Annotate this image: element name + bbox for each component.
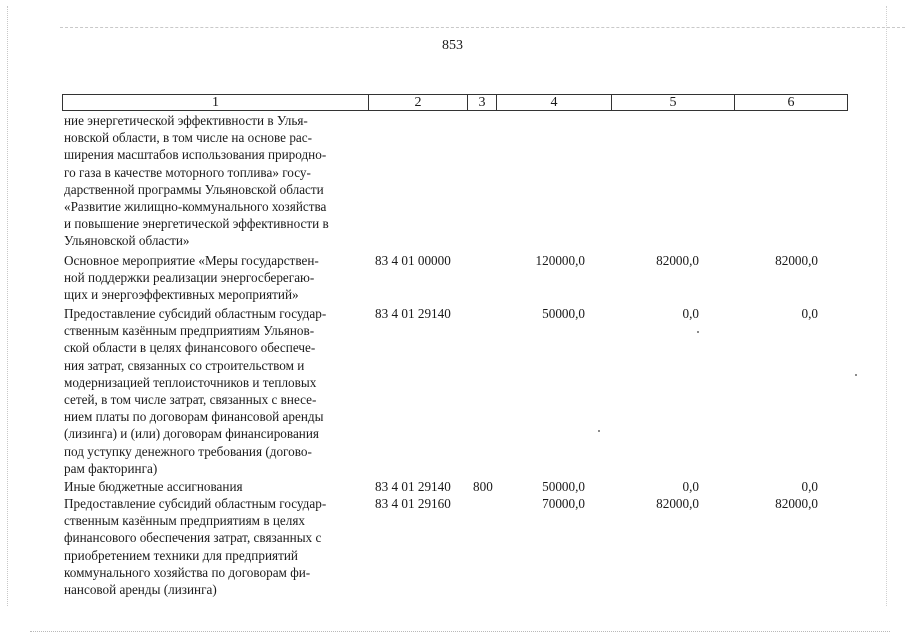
description-line: ния затрат, связанных со строительством и bbox=[64, 357, 305, 373]
description-line: ной поддержки реализации энергосберегаю- bbox=[64, 270, 315, 286]
row-col4: 50000,0 bbox=[542, 479, 585, 494]
description-line: новской области, в том числе на основе рас- bbox=[64, 130, 313, 146]
row-type: 800 bbox=[473, 479, 493, 494]
description-line: ние энергетической эффективности в Улья- bbox=[64, 113, 308, 128]
scan-edge-right bbox=[886, 6, 887, 606]
row-description bbox=[64, 495, 366, 598]
row-col6: 82000,0 bbox=[775, 496, 818, 511]
header-col-4: 4 bbox=[496, 95, 611, 110]
scan-speck bbox=[598, 430, 600, 432]
row-col4: 50000,0 bbox=[542, 306, 585, 321]
description-line: Предоставление субсидий областным государ- bbox=[64, 306, 327, 321]
description-line: Основное мероприятие «Меры государствен- bbox=[64, 253, 319, 268]
description-line: нием платы по договорам финансовой аренды bbox=[64, 409, 324, 425]
description-line: Ульяновской области» bbox=[64, 233, 190, 249]
description-line: сетей, в том числе затрат, связанных с внесе- bbox=[64, 392, 317, 408]
description-line: Иные бюджетные ассигнования bbox=[64, 479, 243, 494]
row-col6: 0,0 bbox=[801, 306, 818, 321]
description-line: финансового обеспечения затрат, связанных с bbox=[64, 530, 322, 546]
row-col6: 0,0 bbox=[801, 479, 818, 494]
row-code: 83 4 01 00000 bbox=[375, 253, 451, 268]
scan-speck bbox=[855, 374, 857, 376]
header-col-6: 6 bbox=[734, 95, 847, 110]
row-col4: 120000,0 bbox=[535, 253, 585, 268]
description-line: нансовой аренды (лизинга) bbox=[64, 582, 217, 598]
header-col-2: 2 bbox=[368, 95, 467, 110]
description-line: ственным казённым предприятиям в целях bbox=[64, 513, 305, 529]
row-code: 83 4 01 29140 bbox=[375, 306, 451, 321]
row-col4: 70000,0 bbox=[542, 496, 585, 511]
header-col-1: 1 bbox=[212, 95, 219, 110]
header-col-5: 5 bbox=[611, 95, 734, 110]
description-line: (лизинга) и (или) договорам финансирования bbox=[64, 426, 319, 442]
description-line: под уступку денежного требования (догово- bbox=[64, 443, 312, 459]
description-line: и повышение энергетической эффективности в bbox=[64, 216, 329, 232]
row-description bbox=[64, 112, 366, 250]
page-number: 853 bbox=[442, 38, 463, 53]
description-line: приобретением техники для предприятий bbox=[64, 547, 298, 563]
scan-edge-bottom bbox=[30, 631, 890, 632]
description-line: ственным казённым предприятиям Ульянов- bbox=[64, 323, 315, 339]
row-description bbox=[64, 252, 366, 304]
description-line: Предоставление субсидий областным государ- bbox=[64, 496, 327, 511]
description-line: коммунального хозяйства по договорам фи- bbox=[64, 564, 311, 580]
description-line: «Развитие жилищно-коммунального хозяйства bbox=[64, 199, 327, 215]
table-header bbox=[62, 94, 848, 111]
scan-edge-left bbox=[7, 6, 8, 606]
header-col-3: 3 bbox=[467, 95, 496, 110]
scan-edge-top bbox=[60, 27, 905, 28]
description-line: ширения масштабов использования природно- bbox=[64, 147, 327, 163]
description-line: модернизацией теплоисточников и тепловых bbox=[64, 374, 317, 390]
row-col5: 82000,0 bbox=[656, 496, 699, 511]
row-col6: 82000,0 bbox=[775, 253, 818, 268]
description-line: рам факторинга) bbox=[64, 460, 158, 476]
row-code: 83 4 01 29160 bbox=[375, 496, 451, 511]
row-col5: 0,0 bbox=[682, 306, 699, 321]
row-col5: 0,0 bbox=[682, 479, 699, 494]
row-description bbox=[64, 478, 366, 495]
row-code: 83 4 01 29140 bbox=[375, 479, 451, 494]
scan-speck bbox=[697, 331, 699, 333]
description-line: щих и энергоэффективных мероприятий» bbox=[64, 287, 299, 303]
description-line: ской области в целях финансового обеспече- bbox=[64, 340, 316, 356]
description-line: дарственной программы Ульяновской области bbox=[64, 181, 324, 197]
row-description bbox=[64, 305, 366, 477]
row-col5: 82000,0 bbox=[656, 253, 699, 268]
description-line: го газа в качестве моторного топлива» госу- bbox=[64, 164, 311, 180]
